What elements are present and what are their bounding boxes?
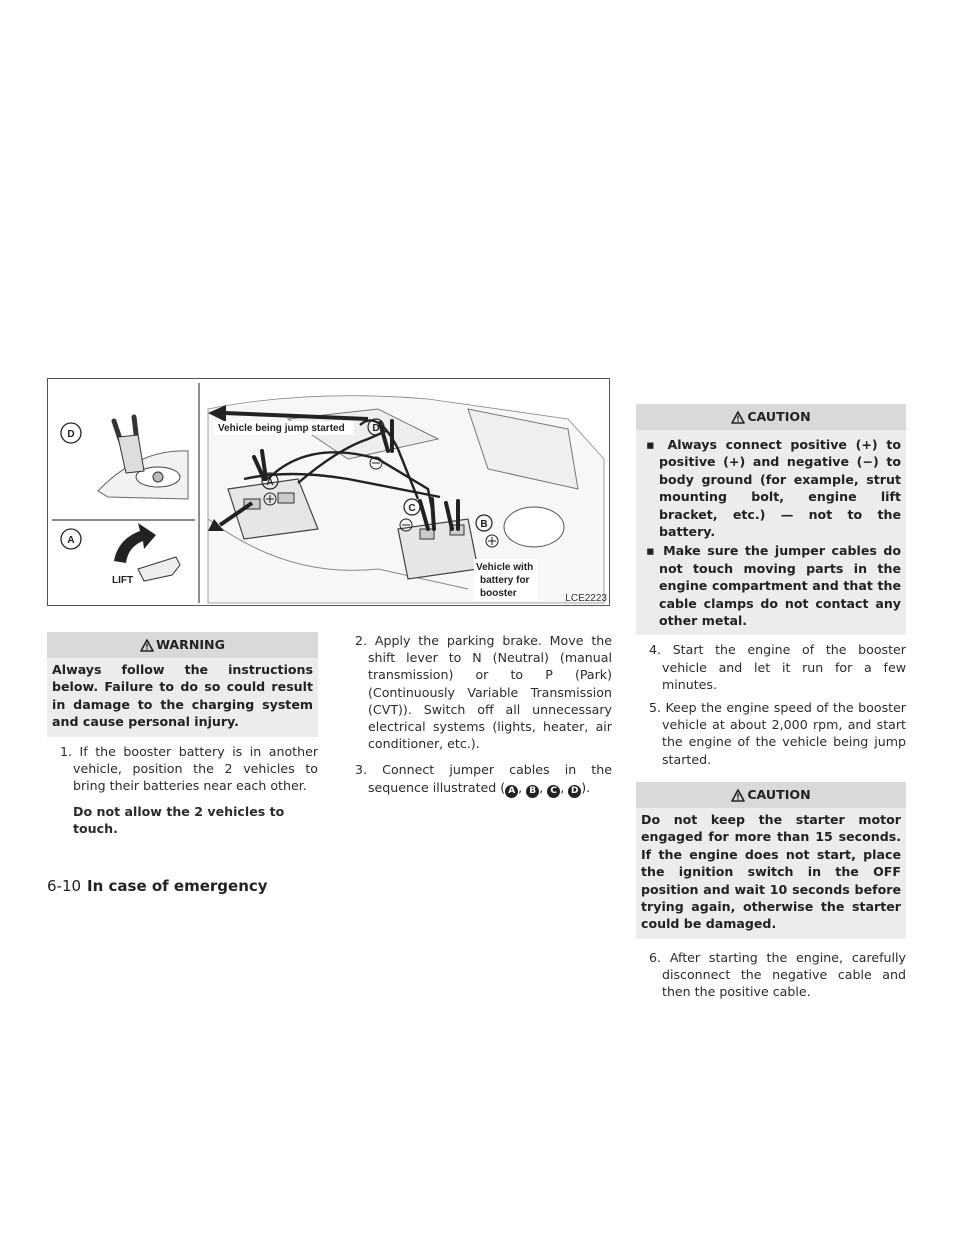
page-number: 6-10 (47, 877, 82, 895)
column-3 (636, 404, 906, 1000)
step-4 (636, 641, 906, 693)
step-text: Keep the engine speed of the booster vehicle at about 2,000 rpm, and start the engine of the vehicle being jump started. (662, 700, 906, 767)
warning-triangle-icon (140, 635, 154, 661)
caution-banner-1 (636, 404, 906, 430)
booster-label-line2: battery for (480, 575, 530, 586)
caution-1-body (636, 430, 906, 635)
step-number: 4. (649, 642, 662, 658)
figure-code: LCE2223 (565, 593, 607, 604)
caution-bullet: ▪ Always connect positive (+) to positive (+) and negative (−) to body ground (for example, strut mounting bolt, engine lift bracket, etc.) — not to the battery. (646, 437, 901, 540)
engine-bay-drawing (48, 379, 611, 607)
step-text: If the booster battery is in another vehicle, position the 2 vehicles to bring their batteries near each other. (73, 743, 318, 794)
page-footer (47, 877, 268, 895)
svg-text:LIFT: LIFT (112, 575, 134, 586)
step-text: Apply the parking brake. Move the shift lever to N (Neutral) (manual transmission) or to P (Park) (Continuously Variable Transmission (CVT)). Switch off all unnecessary electrical systems (lights, heater, air conditioner, etc.). (368, 633, 612, 752)
step-number: 3. (355, 762, 368, 778)
main-engine-bay (208, 396, 604, 603)
svg-text:Vehicle being jump started: Vehicle being jump started (218, 423, 345, 434)
callout-a-icon: A (505, 785, 518, 798)
step-number: 1. (60, 743, 73, 759)
callout-c-icon: C (547, 785, 560, 798)
svg-text:D: D (372, 423, 380, 434)
booster-label-line1: Vehicle with (476, 562, 534, 573)
warning-triangle-icon (731, 407, 745, 433)
column-1 (47, 632, 318, 838)
booster-label-line3: booster (480, 588, 517, 599)
warning-triangle-icon (731, 785, 745, 811)
step-number: 2. (355, 633, 368, 648)
svg-text:A: A (67, 535, 75, 546)
warning-text: Always follow the instructions below. Failure to do so could result in damage to the charging system and cause personal injury. (47, 658, 318, 737)
svg-text:B: B (480, 519, 488, 530)
step-text: After starting the engine, carefully disconnect the negative cable and then the positive cable. (662, 949, 906, 1000)
callout-d-icon: D (568, 785, 581, 798)
caution-2-text: Do not keep the starter motor engaged for more than 15 seconds. If the engine does not start, place the ignition switch in the OFF position and wait 10 seconds before trying again, otherwise the starter could be damaged. (636, 808, 906, 939)
step-2 (342, 632, 612, 752)
inset-d (61, 417, 188, 499)
step-1-note: Do not allow the 2 vehicles to touch. (73, 804, 285, 837)
warning-banner (47, 632, 318, 658)
jump-start-illustration (47, 378, 610, 606)
step-text-end: ). (581, 779, 591, 795)
callout-b-icon: B (526, 785, 539, 798)
step-text: Start the engine of the booster vehicle and let it run for a few minutes. (662, 642, 906, 692)
caution-title: CAUTION (747, 409, 811, 424)
step-text: Connect jumper cables in the sequence illustrated ( (368, 762, 612, 795)
column-2 (342, 632, 612, 798)
step-6 (636, 949, 906, 1001)
svg-text:C: C (408, 503, 416, 514)
caution-banner-2 (636, 782, 906, 808)
caution-title: CAUTION (747, 786, 811, 802)
caution-bullet: ▪ Make sure the jumper cables do not touch moving parts in the engine compartment and that the cable clamps do not contact any other metal. (646, 543, 901, 629)
step-1 (47, 743, 318, 795)
step-5 (636, 699, 906, 768)
svg-text:D: D (67, 429, 75, 440)
inset-a (61, 523, 180, 586)
svg-text:A: A (266, 477, 274, 488)
step-3: 3. Connect jumper cables in the sequence illustrated ( A , B , C , D ). (355, 762, 612, 796)
step-number: 6. (649, 949, 662, 965)
warning-title: WARNING (156, 637, 225, 652)
section-title: In case of emergency (87, 877, 268, 895)
step-number: 5. (649, 700, 662, 716)
